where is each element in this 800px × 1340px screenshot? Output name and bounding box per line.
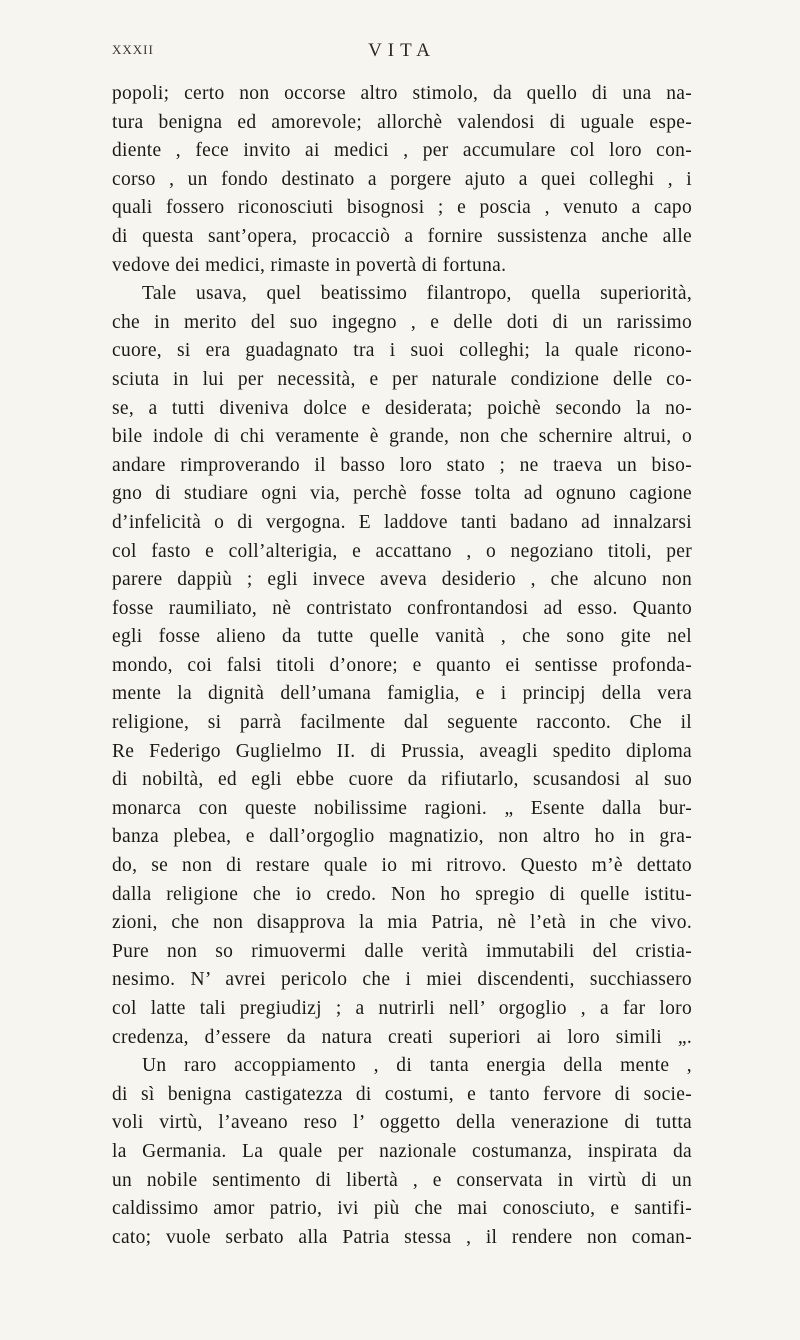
- text-line: monarca con queste nobilissime ragioni. „ Esente dalla bur-: [112, 797, 692, 819]
- text-line: sciuta in lui per necessità, e per naturale condizione delle co-: [112, 368, 692, 390]
- running-title: VITA: [368, 40, 436, 61]
- text-line: credenza, d’essere da natura creati superiori ai loro simili „.: [112, 1026, 692, 1048]
- text-line: caldissimo amor patrio, ivi più che mai conosciuto, e santifi-: [112, 1198, 692, 1220]
- text-line: la Germania. La quale per nazionale costumanza, inspirata da: [112, 1140, 692, 1162]
- text-line: Pure non so rimuovermi dalle verità immutabili del cristia-: [112, 940, 692, 962]
- text-line: vedove dei medici, rimaste in povertà di fortuna.: [112, 254, 507, 276]
- text-line: diente , fece invito ai medici , per accumulare col loro con-: [112, 140, 692, 162]
- text-line: col latte tali pregiudizj ; a nutrirli nell’ orgoglio , a far loro: [112, 998, 692, 1019]
- text-line: fosse raumiliato, nè contristato confrontandosi ad esso. Quanto: [112, 597, 692, 619]
- text-line: do, se non di restare quale io mi ritrovo. Questo m’è dettato: [112, 855, 692, 877]
- text-line: cato; vuole serbato alla Patria stessa , il rendere non coman-: [112, 1226, 692, 1248]
- text-line: di sì benigna castigatezza di costumi, e tanto fervore di socie-: [112, 1083, 692, 1105]
- body-text: [112, 80, 692, 1252]
- text-line: gno di studiare ogni via, perchè fosse tolta ad ognuno cagione: [112, 483, 692, 505]
- text-line: Tale usava, quel beatissimo filantropo, quella superiorità,: [142, 283, 692, 305]
- text-line: mondo, coi falsi titoli d’onore; e quanto ei sentisse profonda-: [112, 654, 692, 676]
- text-line: se, a tutti diveniva dolce e desiderata; poichè secondo la no-: [112, 397, 692, 419]
- text-line: nesimo. N’ avrei pericolo che i miei discendenti, succhiassero: [112, 969, 692, 991]
- text-line: banza plebea, e dall’orgoglio magnatizio, non altro ho in gra-: [112, 826, 692, 848]
- text-line: religione, si parrà facilmente dal seguente racconto. Che il: [112, 712, 692, 734]
- text-line: Un raro accoppiamento , di tanta energia della mente ,: [142, 1055, 692, 1077]
- text-line: popoli; certo non occorse altro stimolo, da quello di una na-: [112, 83, 692, 104]
- text-line: dalla religione che io credo. Non ho spregio di quelle istitu-: [112, 883, 692, 905]
- text-line: corso , un fondo destinato a porgere ajuto a quei colleghi , i: [112, 168, 692, 190]
- page-header: [112, 40, 692, 66]
- text-line: andare rimproverando il basso loro stato ; ne traeva un biso-: [112, 454, 692, 476]
- text-line: egli fosse alieno da tutte quelle vanità , che sono gite nel: [112, 626, 692, 648]
- text-line: parere dappiù ; egli invece aveva desiderio , che alcuno non: [112, 569, 692, 591]
- text-line: tura benigna ed amorevole; allorchè valendosi di uguale espe-: [112, 111, 692, 133]
- text-line: cuore, si era guadagnato tra i suoi colleghi; la quale ricono-: [112, 340, 692, 362]
- text-line: mente la dignità dell’umana famiglia, e i principj della vera: [112, 683, 692, 705]
- text-line: col fasto e coll’alterigia, e accattano , o negoziano titoli, per: [112, 540, 692, 562]
- text-line: bile indole di chi veramente è grande, non che schernire altrui, o: [112, 426, 692, 448]
- text-line: di questa sant’opera, procacciò a fornire sussistenza anche alle: [112, 225, 692, 247]
- page-number: XXXII: [112, 42, 154, 57]
- text-line: zioni, che non disapprova la mia Patria, nè l’età in che vivo.: [112, 912, 692, 934]
- text-line: voli virtù, l’aveano reso l’ oggetto della venerazione di tutta: [112, 1112, 692, 1134]
- text-line: Re Federigo Guglielmo II. di Prussia, aveagli spedito diploma: [112, 740, 692, 762]
- text-line: d’infelicità o di vergogna. E laddove tanti badano ad innalzarsi: [112, 511, 692, 533]
- text-line: che in merito del suo ingegno , e delle doti di un rarissimo: [112, 311, 692, 333]
- text-line: di nobiltà, ed egli ebbe cuore da rifiutarlo, scusandosi al suo: [112, 769, 692, 791]
- text-line: un nobile sentimento di libertà , e conservata in virtù di un: [112, 1169, 692, 1191]
- text-line: quali fossero riconosciuti bisognosi ; e poscia , venuto a capo: [112, 197, 692, 219]
